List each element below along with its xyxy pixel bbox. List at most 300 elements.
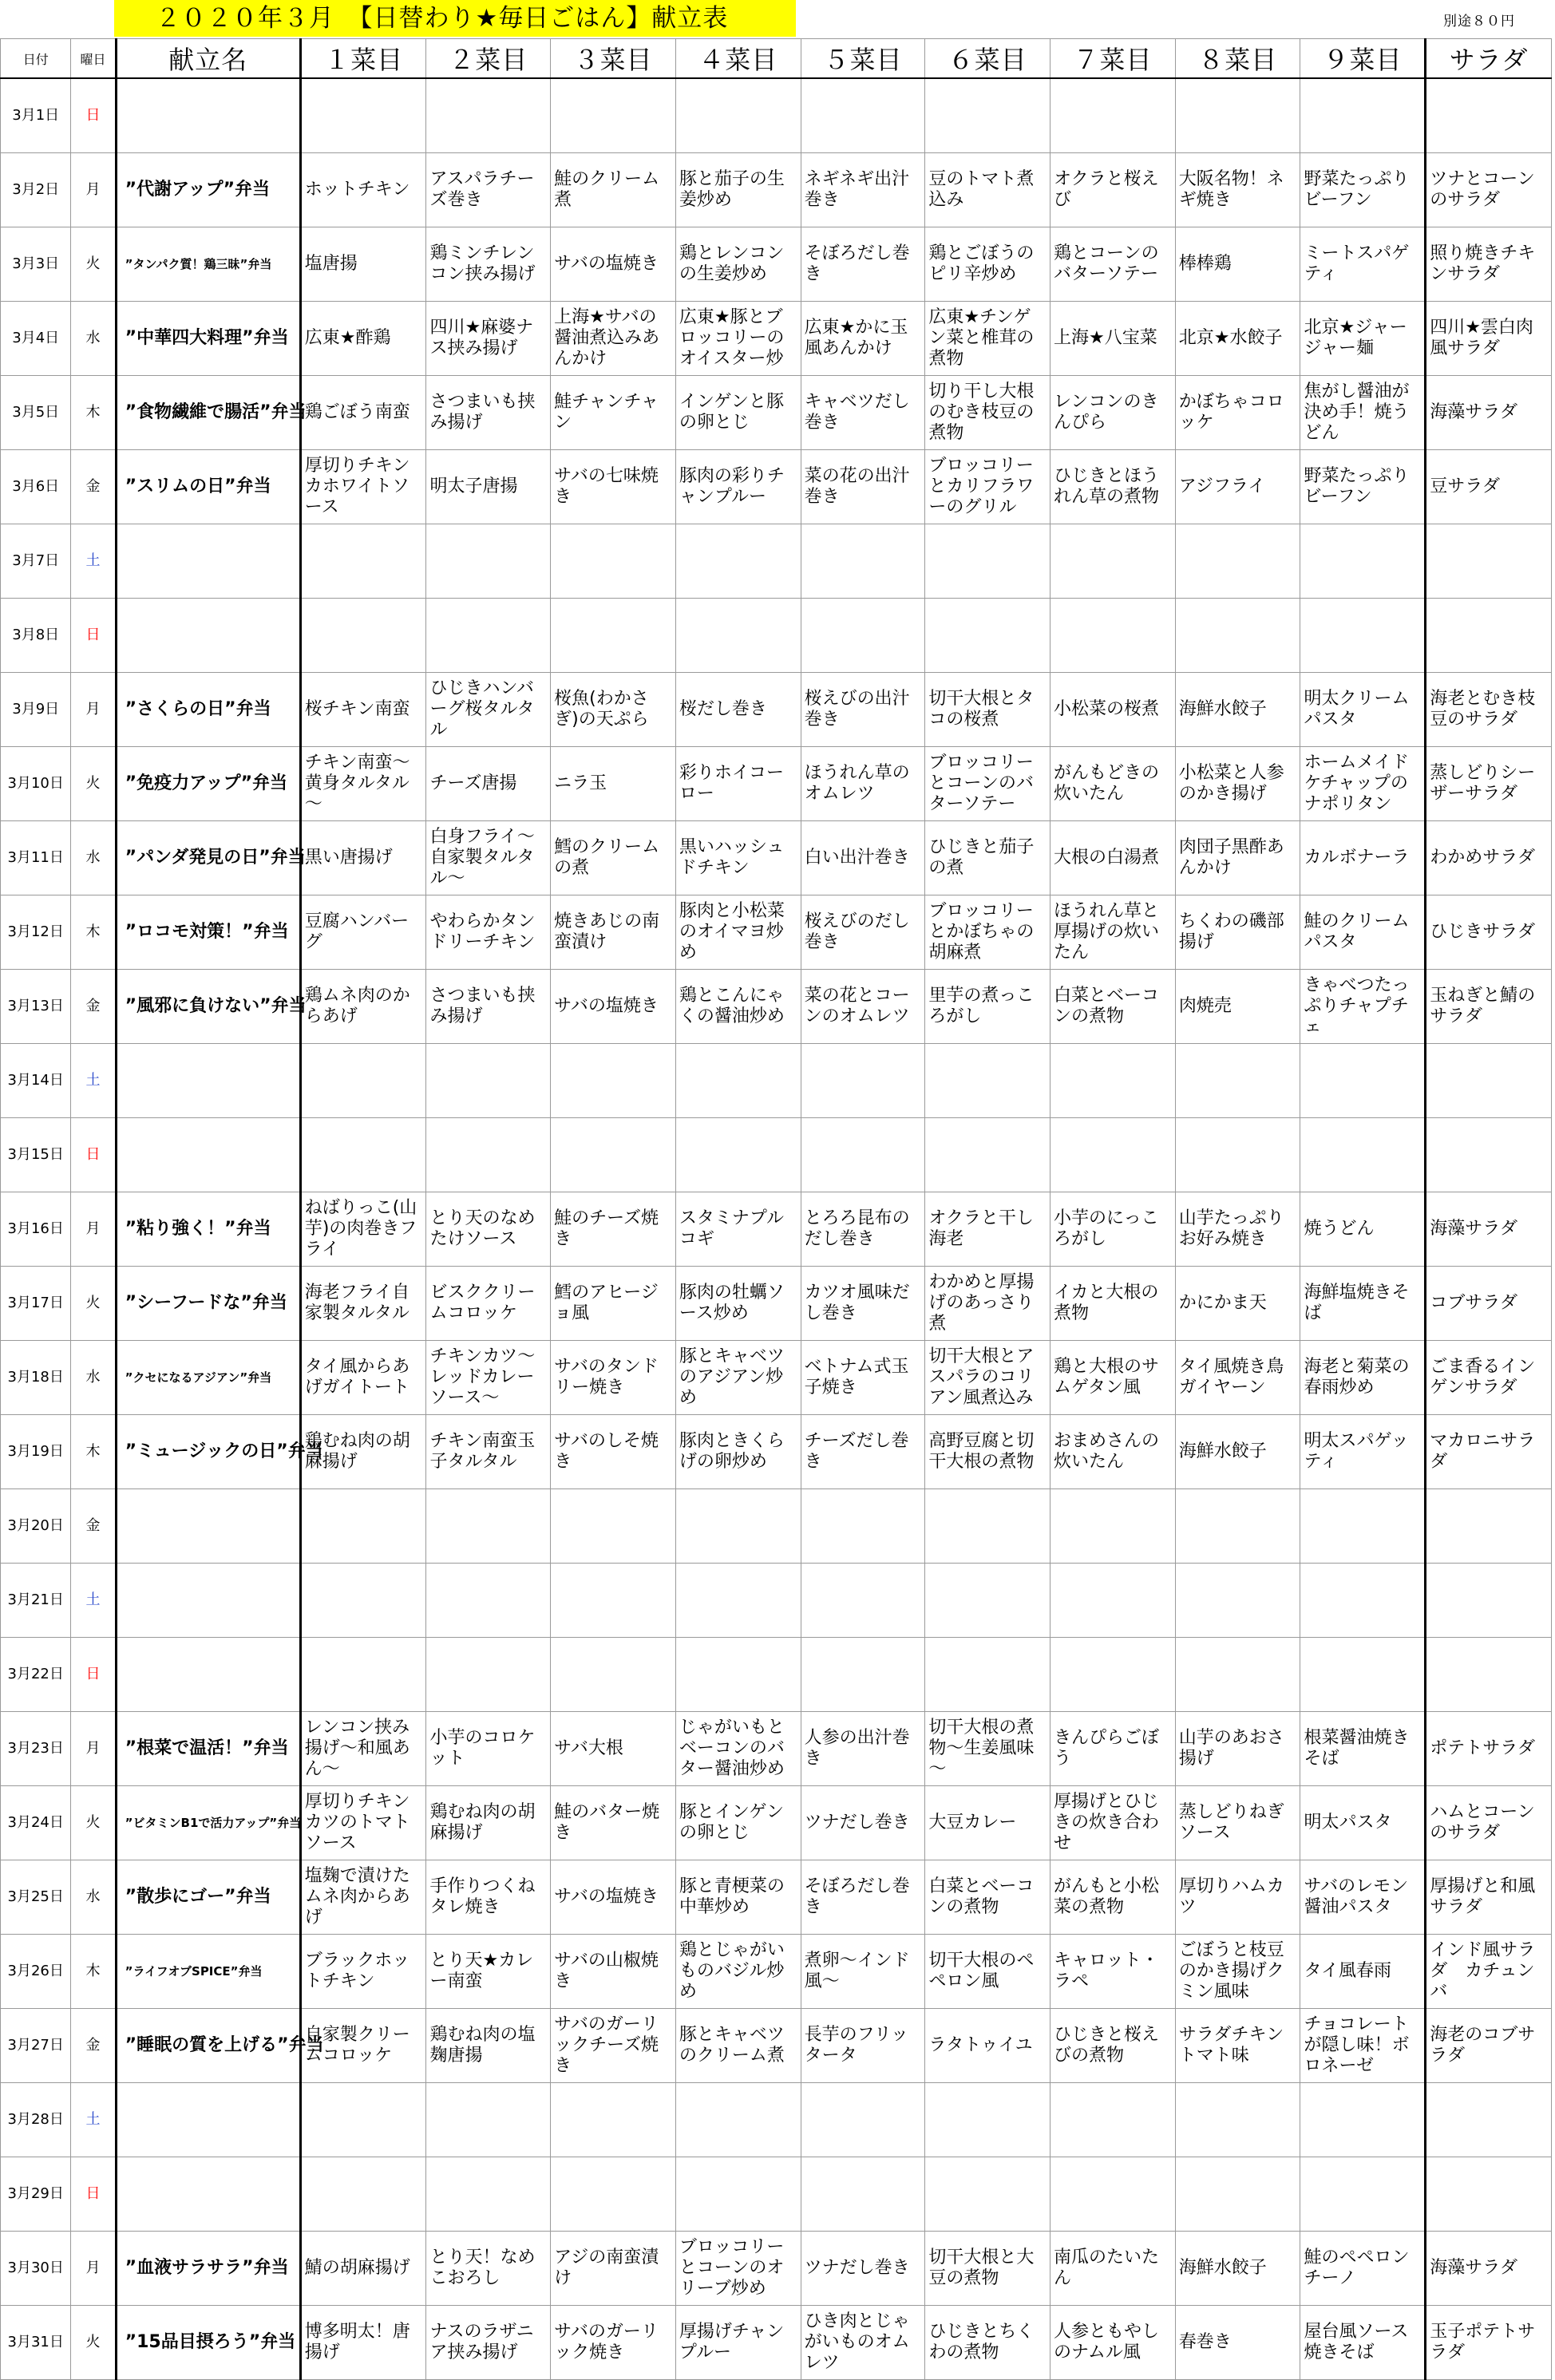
dish-8-cell: ごぼうと枝豆のかき揚げクミン風味: [1175, 1934, 1300, 2008]
dish-9-cell: 野菜たっぷりビーフン: [1300, 152, 1426, 227]
weekday-cell: 木: [71, 1414, 116, 1488]
dish-3-cell: サバのしそ焼き: [551, 1414, 676, 1488]
dish-3-cell: 鱈のクリームの煮: [551, 820, 676, 895]
menu-name-cell: [116, 78, 300, 152]
dish-4-cell: 豚と茄子の生姜炒め: [675, 152, 801, 227]
dish-7-cell: 上海★八宝菜: [1051, 301, 1176, 375]
dish-1-cell: 塩麹で漬けたムネ肉からあげ: [300, 1860, 426, 1934]
dish-6-cell: 豆のトマト煮込み: [925, 152, 1051, 227]
dish-9-cell: 野菜たっぷりビーフン: [1300, 449, 1426, 524]
menu-row: [1, 524, 1552, 598]
salad-cell: [1426, 1637, 1552, 1711]
dish-5-cell: ひき肉とじゃがいものオムレツ: [801, 2305, 925, 2379]
dish-4-cell: ブロッコリーとコーンのオリーブ炒め: [675, 2231, 801, 2305]
dish-8-cell: 肉団子黒酢あんかけ: [1175, 820, 1300, 895]
salad-cell: 四川★雲白肉風サラダ: [1426, 301, 1552, 375]
menu-body: [1, 78, 1552, 2379]
dish-5-cell: そぼろだし巻き: [801, 227, 925, 301]
salad-cell: 海藻サラダ: [1426, 375, 1552, 449]
dish-3-cell: サバ大根: [551, 1711, 676, 1785]
dish-7-cell: [1051, 1488, 1176, 1563]
dish-4-cell: [675, 1563, 801, 1637]
dish-7-cell: 鶏と大根のサムゲタン風: [1051, 1340, 1176, 1414]
dish-2-cell: ビスククリームコロッケ: [426, 1266, 551, 1340]
menu-name-cell: ”中華四大料理”弁当: [116, 301, 300, 375]
header-day: 曜日: [71, 39, 116, 79]
dish-5-cell: ほうれん草のオムレツ: [801, 746, 925, 820]
dish-5-cell: ツナだし巻き: [801, 1785, 925, 1860]
dish-4-cell: 豚とインゲンの卵とじ: [675, 1785, 801, 1860]
dish-2-cell: チーズ唐揚: [426, 746, 551, 820]
dish-8-cell: 蒸しどりねぎソース: [1175, 1785, 1300, 1860]
header-dish-8: ８菜目: [1175, 39, 1300, 79]
menu-name-cell: ”代謝アップ”弁当: [116, 152, 300, 227]
dish-5-cell: [801, 78, 925, 152]
dish-6-cell: [925, 1563, 1051, 1637]
dish-3-cell: [551, 2157, 676, 2231]
header-date: 日付: [1, 39, 71, 79]
dish-8-cell: アジフライ: [1175, 449, 1300, 524]
salad-cell: [1426, 78, 1552, 152]
salad-cell: インド風サラダ カチュンバ: [1426, 1934, 1552, 2008]
dish-4-cell: 豚と青梗菜の中華炒め: [675, 1860, 801, 1934]
salad-cell: 海藻サラダ: [1426, 2231, 1552, 2305]
dish-5-cell: [801, 1117, 925, 1192]
weekday-cell: 水: [71, 1340, 116, 1414]
dish-5-cell: チーズだし巻き: [801, 1414, 925, 1488]
menu-row: [1, 820, 1552, 895]
dish-5-cell: [801, 1563, 925, 1637]
weekday-cell: 火: [71, 1785, 116, 1860]
weekday-cell: 土: [71, 1563, 116, 1637]
dish-3-cell: サバの七味焼き: [551, 449, 676, 524]
dish-1-cell: タイ風からあげガイトート: [300, 1340, 426, 1414]
dish-5-cell: ネギネギ出汁巻き: [801, 152, 925, 227]
weekday-cell: 木: [71, 895, 116, 969]
dish-6-cell: 切干大根と大豆の煮物: [925, 2231, 1051, 2305]
dish-6-cell: [925, 524, 1051, 598]
dish-3-cell: サバの山椒焼き: [551, 1934, 676, 2008]
dish-7-cell: おまめさんの炊いたん: [1051, 1414, 1176, 1488]
menu-row: [1, 227, 1552, 301]
dish-8-cell: サラダチキントマト味: [1175, 2008, 1300, 2082]
menu-row: [1, 2082, 1552, 2157]
dish-5-cell: [801, 1637, 925, 1711]
dish-9-cell: ミートスパゲティ: [1300, 227, 1426, 301]
salad-cell: コブサラダ: [1426, 1266, 1552, 1340]
dish-8-cell: 厚切りハムカツ: [1175, 1860, 1300, 1934]
salad-cell: 玉ねぎと鯖のサラダ: [1426, 969, 1552, 1043]
menu-name-cell: ”食物繊維で腸活”弁当: [116, 375, 300, 449]
dish-6-cell: 里芋の煮っころがし: [925, 969, 1051, 1043]
dish-7-cell: ひじきとほうれん草の煮物: [1051, 449, 1176, 524]
dish-5-cell: 菜の花とコーンのオムレツ: [801, 969, 925, 1043]
weekday-cell: 日: [71, 1117, 116, 1192]
dish-5-cell: ツナだし巻き: [801, 2231, 925, 2305]
weekday-cell: 月: [71, 152, 116, 227]
date-cell: 3月3日: [1, 227, 71, 301]
dish-9-cell: サバのレモン醤油パスタ: [1300, 1860, 1426, 1934]
dish-1-cell: [300, 1117, 426, 1192]
dish-6-cell: 切干大根の煮物～生姜風味～: [925, 1711, 1051, 1785]
dish-1-cell: [300, 1637, 426, 1711]
dish-6-cell: ラタトゥイユ: [925, 2008, 1051, 2082]
dish-4-cell: 鶏とじゃがいものバジル炒め: [675, 1934, 801, 2008]
menu-row: [1, 2231, 1552, 2305]
weekday-cell: 金: [71, 449, 116, 524]
dish-2-cell: [426, 1117, 551, 1192]
header-row: [1, 39, 1552, 79]
dish-4-cell: 鶏とこんにゃくの醤油炒め: [675, 969, 801, 1043]
dish-1-cell: 桜チキン南蛮: [300, 672, 426, 746]
dish-3-cell: 鮭のクリーム煮: [551, 152, 676, 227]
date-cell: 3月1日: [1, 78, 71, 152]
dish-7-cell: 南瓜のたいたん: [1051, 2231, 1176, 2305]
weekday-cell: 水: [71, 1860, 116, 1934]
dish-7-cell: 鶏とコーンのバターソテー: [1051, 227, 1176, 301]
dish-7-cell: キャロット・ラペ: [1051, 1934, 1176, 2008]
weekday-cell: 日: [71, 1637, 116, 1711]
dish-4-cell: [675, 1637, 801, 1711]
dish-2-cell: [426, 524, 551, 598]
dish-4-cell: [675, 1117, 801, 1192]
date-cell: 3月6日: [1, 449, 71, 524]
date-cell: 3月29日: [1, 2157, 71, 2231]
dish-5-cell: 桜えびの出汁巻き: [801, 672, 925, 746]
weekday-cell: 日: [71, 2157, 116, 2231]
dish-3-cell: 上海★サバの醤油煮込みあんかけ: [551, 301, 676, 375]
dish-9-cell: [1300, 78, 1426, 152]
dish-3-cell: [551, 524, 676, 598]
weekday-cell: 水: [71, 301, 116, 375]
dish-2-cell: やわらかタンドリーチキン: [426, 895, 551, 969]
dish-6-cell: [925, 1043, 1051, 1117]
weekday-cell: 土: [71, 2082, 116, 2157]
date-cell: 3月30日: [1, 2231, 71, 2305]
dish-1-cell: 鶏ムネ肉のからあげ: [300, 969, 426, 1043]
dish-3-cell: 焼きあじの南蛮漬け: [551, 895, 676, 969]
dish-9-cell: 北京★ジャージャー麺: [1300, 301, 1426, 375]
dish-6-cell: 白菜とベーコンの煮物: [925, 1860, 1051, 1934]
dish-1-cell: [300, 1563, 426, 1637]
menu-name-cell: ”ロコモ対策！”弁当: [116, 895, 300, 969]
menu-name-cell: ”ミュージックの日”弁当: [116, 1414, 300, 1488]
weekday-cell: 金: [71, 969, 116, 1043]
header-dish-6: ６菜目: [925, 39, 1051, 79]
dish-9-cell: 根菜醤油焼きそば: [1300, 1711, 1426, 1785]
menu-row: [1, 1117, 1552, 1192]
dish-6-cell: わかめと厚揚げのあっさり煮: [925, 1266, 1051, 1340]
dish-2-cell: 手作りつくねタレ焼き: [426, 1860, 551, 1934]
dish-4-cell: [675, 2157, 801, 2231]
weekday-cell: 土: [71, 1043, 116, 1117]
salad-cell: [1426, 2082, 1552, 2157]
dish-8-cell: 肉焼売: [1175, 969, 1300, 1043]
menu-row: [1, 449, 1552, 524]
dish-7-cell: [1051, 1563, 1176, 1637]
dish-4-cell: [675, 78, 801, 152]
dish-8-cell: 小松菜と人参のかき揚げ: [1175, 746, 1300, 820]
dish-1-cell: [300, 1488, 426, 1563]
header-salad: サラダ: [1426, 39, 1552, 79]
dish-9-cell: 明太スパゲッティ: [1300, 1414, 1426, 1488]
dish-2-cell: ひじきハンバーグ桜タルタル: [426, 672, 551, 746]
weekday-cell: 火: [71, 1266, 116, 1340]
dish-2-cell: [426, 2082, 551, 2157]
dish-5-cell: 桜えびのだし巻き: [801, 895, 925, 969]
dish-8-cell: [1175, 1563, 1300, 1637]
dish-1-cell: [300, 2082, 426, 2157]
dish-7-cell: 人参ともやしのナムル風: [1051, 2305, 1176, 2379]
date-cell: 3月12日: [1, 895, 71, 969]
dish-2-cell: さつまいも挟み揚げ: [426, 375, 551, 449]
dish-7-cell: 小松菜の桜煮: [1051, 672, 1176, 746]
dish-6-cell: オクラと干し海老: [925, 1192, 1051, 1266]
dish-4-cell: 豚肉と小松菜のオイマヨ炒め: [675, 895, 801, 969]
salad-cell: 厚揚げと和風サラダ: [1426, 1860, 1552, 1934]
dish-3-cell: [551, 598, 676, 672]
dish-8-cell: 海鮮水餃子: [1175, 2231, 1300, 2305]
dish-7-cell: がんもどきの炊いたん: [1051, 746, 1176, 820]
date-cell: 3月19日: [1, 1414, 71, 1488]
dish-2-cell: 鶏むね肉の胡麻揚げ: [426, 1785, 551, 1860]
dish-6-cell: 切干大根のペペロン風: [925, 1934, 1051, 2008]
dish-9-cell: [1300, 2082, 1426, 2157]
menu-name-cell: ”風邪に負けない”弁当: [116, 969, 300, 1043]
dish-7-cell: [1051, 2157, 1176, 2231]
dish-1-cell: 鶏ごぼう南蛮: [300, 375, 426, 449]
dish-9-cell: チョコレートが隠し味！ボロネーゼ: [1300, 2008, 1426, 2082]
dish-7-cell: [1051, 524, 1176, 598]
dish-7-cell: 大根の白湯煮: [1051, 820, 1176, 895]
dish-9-cell: きゃべつたっぷりチャプチェ: [1300, 969, 1426, 1043]
dish-7-cell: [1051, 1117, 1176, 1192]
menu-row: [1, 598, 1552, 672]
dish-2-cell: 小芋のコロケット: [426, 1711, 551, 1785]
dish-6-cell: 切干大根とアスパラのコリアン風煮込み: [925, 1340, 1051, 1414]
weekday-cell: 金: [71, 1488, 116, 1563]
date-cell: 3月17日: [1, 1266, 71, 1340]
dish-1-cell: 鶏むね肉の胡麻揚げ: [300, 1414, 426, 1488]
weekday-cell: 金: [71, 2008, 116, 2082]
salad-cell: 豆サラダ: [1426, 449, 1552, 524]
dish-7-cell: ひじきと桜えびの煮物: [1051, 2008, 1176, 2082]
dish-9-cell: 海老と菊菜の春雨炒め: [1300, 1340, 1426, 1414]
dish-2-cell: チキンカツ～レッドカレーソース～: [426, 1340, 551, 1414]
date-cell: 3月13日: [1, 969, 71, 1043]
menu-table: [0, 38, 1552, 2380]
dish-2-cell: [426, 1637, 551, 1711]
dish-2-cell: とり天！なめこおろし: [426, 2231, 551, 2305]
dish-7-cell: [1051, 2082, 1176, 2157]
weekday-cell: 月: [71, 2231, 116, 2305]
date-cell: 3月26日: [1, 1934, 71, 2008]
menu-row: [1, 1711, 1552, 1785]
dish-6-cell: 切り干し大根のむき枝豆の煮物: [925, 375, 1051, 449]
menu-row: [1, 2008, 1552, 2082]
dish-7-cell: オクラと桜えび: [1051, 152, 1176, 227]
dish-5-cell: キャベツだし巻き: [801, 375, 925, 449]
date-cell: 3月5日: [1, 375, 71, 449]
dish-3-cell: サバのガーリックチーズ焼き: [551, 2008, 676, 2082]
weekday-cell: 月: [71, 1711, 116, 1785]
salad-cell: 照り焼きチキンサラダ: [1426, 227, 1552, 301]
dish-8-cell: [1175, 2157, 1300, 2231]
dish-9-cell: [1300, 1117, 1426, 1192]
dish-6-cell: [925, 598, 1051, 672]
header-dish-5: ５菜目: [801, 39, 925, 79]
dish-2-cell: とり天★カレー南蛮: [426, 1934, 551, 2008]
dish-5-cell: [801, 2157, 925, 2231]
dish-3-cell: [551, 1488, 676, 1563]
weekday-cell: 月: [71, 1192, 116, 1266]
dish-5-cell: 広東★かに玉風あんかけ: [801, 301, 925, 375]
menu-name-cell: [116, 598, 300, 672]
dish-3-cell: 桜魚(わかさぎ)の天ぷら: [551, 672, 676, 746]
dish-3-cell: [551, 1117, 676, 1192]
dish-7-cell: 小芋のにっころがし: [1051, 1192, 1176, 1266]
dish-3-cell: [551, 1563, 676, 1637]
dish-1-cell: 塩唐揚: [300, 227, 426, 301]
dish-4-cell: じゃがいもとベーコンのバター醤油炒め: [675, 1711, 801, 1785]
dish-8-cell: [1175, 598, 1300, 672]
dish-1-cell: [300, 524, 426, 598]
dish-4-cell: 豚肉ときくらげの卵炒め: [675, 1414, 801, 1488]
dish-9-cell: [1300, 1043, 1426, 1117]
menu-row: [1, 1340, 1552, 1414]
menu-row: [1, 1266, 1552, 1340]
date-cell: 3月24日: [1, 1785, 71, 1860]
dish-7-cell: [1051, 598, 1176, 672]
dish-7-cell: [1051, 1637, 1176, 1711]
salad-cell: 蒸しどりシーザーサラダ: [1426, 746, 1552, 820]
dish-8-cell: かぼちゃコロッケ: [1175, 375, 1300, 449]
dish-4-cell: 豚とキャベツのアジアン炒め: [675, 1340, 801, 1414]
dish-9-cell: 海鮮塩焼きそば: [1300, 1266, 1426, 1340]
dish-4-cell: [675, 1488, 801, 1563]
menu-row: [1, 1637, 1552, 1711]
weekday-cell: 火: [71, 2305, 116, 2379]
dish-4-cell: 豚肉の牡蠣ソース炒め: [675, 1266, 801, 1340]
menu-name-cell: ”粘り強く！”弁当: [116, 1192, 300, 1266]
dish-6-cell: ブロッコリーとカリフラワーのグリル: [925, 449, 1051, 524]
dish-3-cell: サバのタンドリー焼き: [551, 1340, 676, 1414]
dish-3-cell: [551, 1637, 676, 1711]
dish-1-cell: [300, 78, 426, 152]
dish-7-cell: レンコンのきんぴら: [1051, 375, 1176, 449]
dish-7-cell: [1051, 1043, 1176, 1117]
dish-4-cell: 鶏とレンコンの生姜炒め: [675, 227, 801, 301]
dish-5-cell: 菜の花の出汁巻き: [801, 449, 925, 524]
dish-3-cell: サバのガーリック焼き: [551, 2305, 676, 2379]
date-cell: 3月18日: [1, 1340, 71, 1414]
dish-2-cell: [426, 2157, 551, 2231]
menu-name-cell: ”免疫力アップ”弁当: [116, 746, 300, 820]
dish-1-cell: 海老フライ自家製タルタル: [300, 1266, 426, 1340]
dish-2-cell: [426, 598, 551, 672]
page-title: ２０２０年３月 【日替わり★毎日ごはん】献立表: [114, 0, 796, 37]
date-cell: 3月20日: [1, 1488, 71, 1563]
salad-cell: [1426, 1488, 1552, 1563]
dish-2-cell: [426, 1043, 551, 1117]
date-cell: 3月31日: [1, 2305, 71, 2379]
date-cell: 3月2日: [1, 152, 71, 227]
salad-cell: 海老とむき枝豆のサラダ: [1426, 672, 1552, 746]
dish-1-cell: チキン南蛮～黄身タルタル～: [300, 746, 426, 820]
dish-5-cell: 人参の出汁巻き: [801, 1711, 925, 1785]
dish-2-cell: 明太子唐揚: [426, 449, 551, 524]
dish-2-cell: 鶏むね肉の塩麹唐揚: [426, 2008, 551, 2082]
dish-2-cell: 白身フライ～自家製タルタル～: [426, 820, 551, 895]
dish-9-cell: [1300, 524, 1426, 598]
dish-2-cell: 鶏ミンチレンコン挟み揚げ: [426, 227, 551, 301]
dish-1-cell: レンコン挟み揚げ～和風あん～: [300, 1711, 426, 1785]
menu-row: [1, 746, 1552, 820]
date-cell: 3月8日: [1, 598, 71, 672]
salad-cell: わかめサラダ: [1426, 820, 1552, 895]
menu-row: [1, 1785, 1552, 1860]
date-cell: 3月10日: [1, 746, 71, 820]
dish-6-cell: ひじきと茄子の煮: [925, 820, 1051, 895]
dish-4-cell: [675, 524, 801, 598]
date-cell: 3月9日: [1, 672, 71, 746]
dish-8-cell: 棒棒鶏: [1175, 227, 1300, 301]
dish-4-cell: [675, 1043, 801, 1117]
dish-1-cell: 広東★酢鶏: [300, 301, 426, 375]
dish-1-cell: ねばりっこ(山芋)の肉巻きフライ: [300, 1192, 426, 1266]
dish-8-cell: [1175, 1488, 1300, 1563]
dish-5-cell: 長芋のフリッタータ: [801, 2008, 925, 2082]
date-cell: 3月22日: [1, 1637, 71, 1711]
dish-8-cell: かにかま天: [1175, 1266, 1300, 1340]
dish-1-cell: 豆腐ハンバーグ: [300, 895, 426, 969]
weekday-cell: 土: [71, 524, 116, 598]
salad-cell: 玉子ポテトサラダ: [1426, 2305, 1552, 2379]
menu-name-cell: ”睡眠の質を上げる”弁当: [116, 2008, 300, 2082]
dish-1-cell: 黒い唐揚げ: [300, 820, 426, 895]
dish-9-cell: 焼うどん: [1300, 1192, 1426, 1266]
dish-6-cell: 鶏とごぼうのピリ辛炒め: [925, 227, 1051, 301]
menu-row: [1, 672, 1552, 746]
date-cell: 3月7日: [1, 524, 71, 598]
dish-8-cell: [1175, 1117, 1300, 1192]
header-dish-1: １菜目: [300, 39, 426, 79]
dish-9-cell: [1300, 1563, 1426, 1637]
dish-8-cell: ちくわの磯部揚げ: [1175, 895, 1300, 969]
dish-6-cell: [925, 78, 1051, 152]
dish-5-cell: カツオ風味だし巻き: [801, 1266, 925, 1340]
date-cell: 3月4日: [1, 301, 71, 375]
weekday-cell: 木: [71, 375, 116, 449]
dish-3-cell: 鮭のバター焼き: [551, 1785, 676, 1860]
menu-row: [1, 152, 1552, 227]
dish-9-cell: タイ風春雨: [1300, 1934, 1426, 2008]
menu-name-cell: [116, 2157, 300, 2231]
menu-name-cell: [116, 524, 300, 598]
dish-5-cell: [801, 2082, 925, 2157]
dish-4-cell: スタミナプルコギ: [675, 1192, 801, 1266]
dish-7-cell: [1051, 78, 1176, 152]
dish-5-cell: そぼろだし巻き: [801, 1860, 925, 1934]
dish-5-cell: [801, 524, 925, 598]
dish-5-cell: [801, 1043, 925, 1117]
dish-2-cell: [426, 1563, 551, 1637]
weekday-cell: 木: [71, 1934, 116, 2008]
dish-4-cell: 黒いハッシュドチキン: [675, 820, 801, 895]
date-cell: 3月16日: [1, 1192, 71, 1266]
menu-name-cell: ”パンダ発見の日”弁当: [116, 820, 300, 895]
dish-9-cell: [1300, 1637, 1426, 1711]
